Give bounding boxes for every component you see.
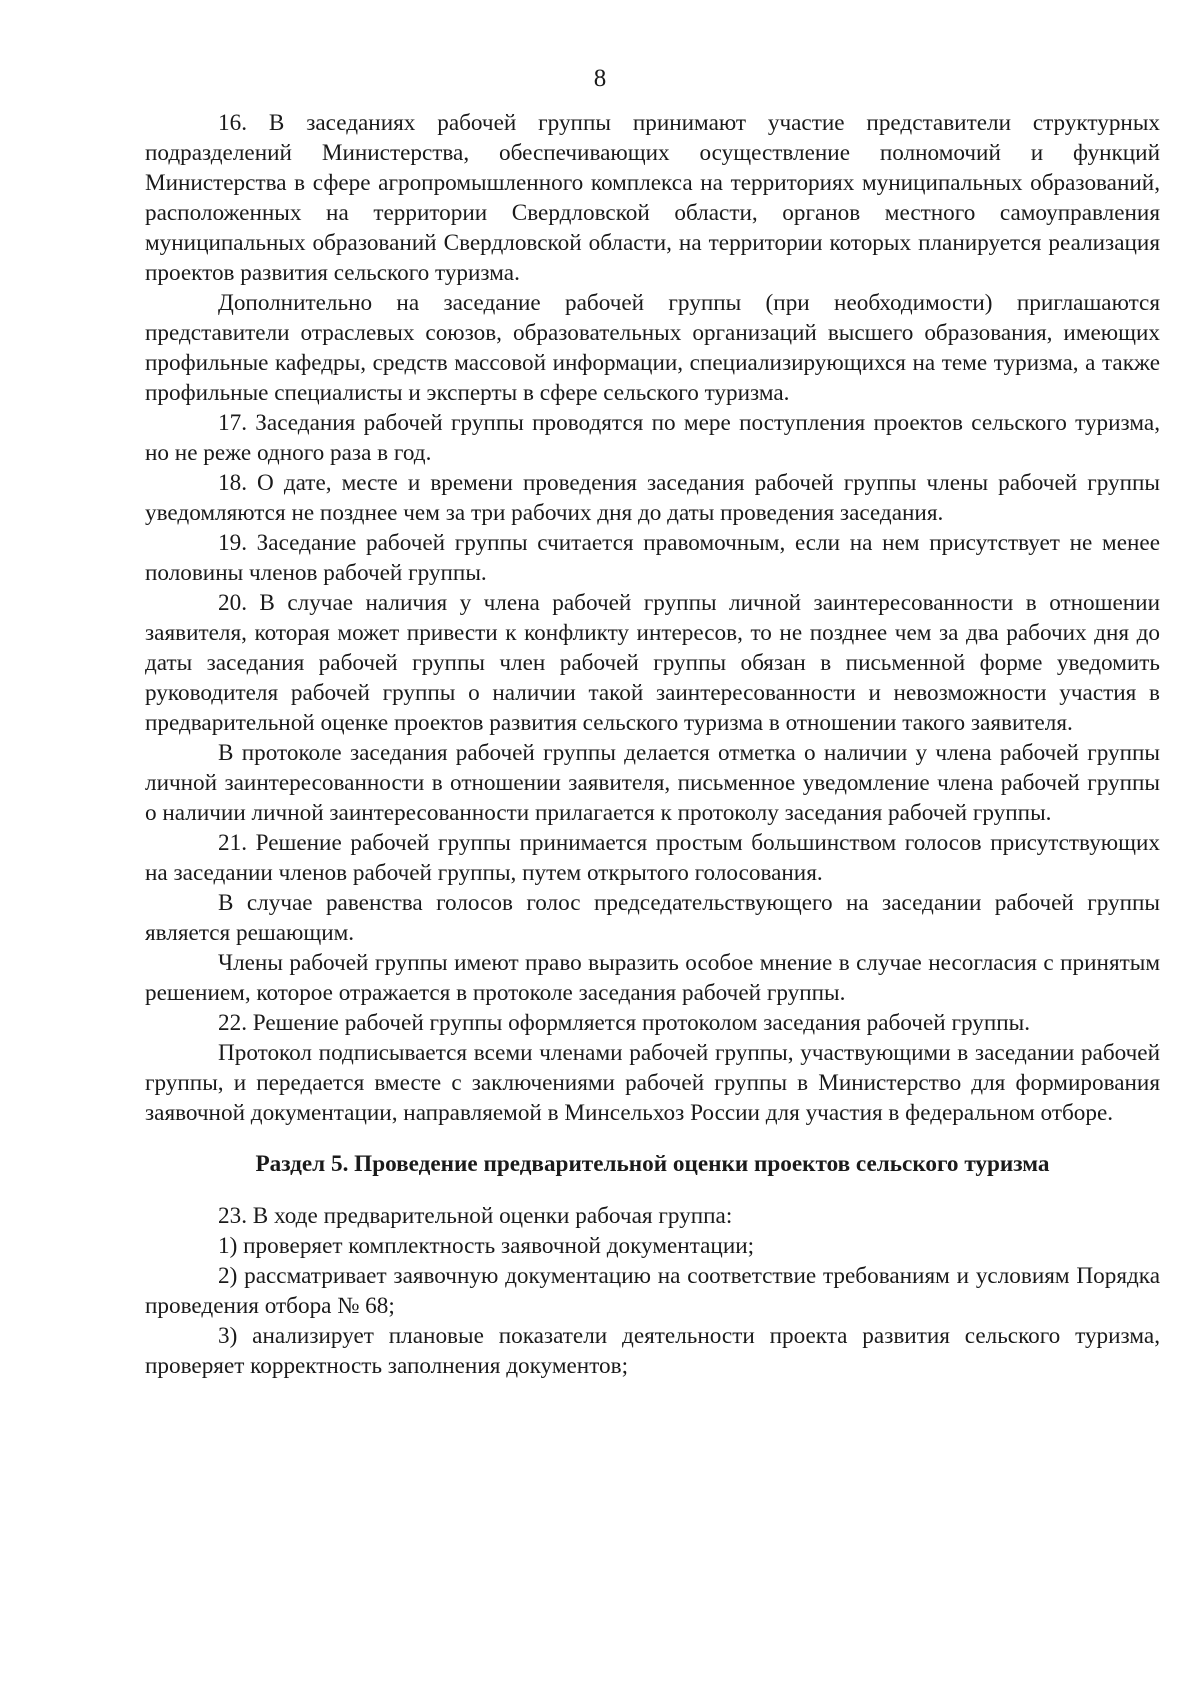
section-heading: Раздел 5. Проведение предварительной оценки проектов сельского туризма	[255, 1151, 1050, 1177]
paragraph-18: 18. О дате, месте и времени проведения заседания рабочей группы члены рабочей группы уведомляются не позднее чем за три рабочих дня до даты проведения заседания.	[145, 470, 1160, 526]
paragraph-19: 19. Заседание рабочей группы считается правомочным, если на нем присутствует не менее половины членов рабочей группы.	[145, 530, 1160, 586]
paragraph-23: 23. В ходе предварительной оценки рабочая группа:	[218, 1203, 733, 1229]
list-item-3: 3) анализирует плановые показатели деятельности проекта развития сельского туризма, проверяет корректность заполнения документов;	[145, 1323, 1160, 1379]
list-item-2: 2) рассматривает заявочную документацию на соответствие требованиям и условиям Порядка проведения отбора № 68;	[145, 1263, 1160, 1319]
paragraph-22: 22. Решение рабочей группы оформляется протоколом заседания рабочей группы.	[218, 1010, 1031, 1036]
paragraph-16: 16. В заседаниях рабочей группы принимают участие представители структурных подразделений Министерства, обеспечивающих осуществление полномочий и функций Министерства в сфере агропромышленного комплекса на территориях муниципальных образований, расположенных на территории Свердловской области, органов местного самоуправления муниципальных образований Свердловской области, на территории которых планируется реализация проектов развития сельского туризма.	[145, 110, 1160, 286]
paragraph-21-tie: В случае равенства голосов голос председательствующего на заседании рабочей группы является решающим.	[145, 890, 1160, 946]
paragraph-16-additional: Дополнительно на заседание рабочей группы (при необходимости) приглашаются представители отраслевых союзов, образовательных организаций высшего образования, имеющих профильные кафедры, средств массовой информации, специализирующихся на теме туризма, а также профильные специалисты и эксперты в сфере сельского туризма.	[145, 290, 1160, 406]
paragraph-22-protocol: Протокол подписывается всеми членами рабочей группы, участвующими в заседании рабочей группы, и передается вместе с заключениями рабочей группы в Министерство для формирования заявочной документации, направляемой в Минсельхоз России для участия в федеральном отборе.	[145, 1040, 1160, 1126]
paragraph-20: 20. В случае наличия у члена рабочей группы личной заинтересованности в отношении заявителя, которая может привести к конфликту интересов, то не позднее чем за два рабочих дня до даты заседания рабочей группы член рабочей группы обязан в письменной форме уведомить руководителя рабочей группы о наличии такой заинтересованности и невозможности участия в предварительной оценке проектов развития сельского туризма в отношении такого заявителя.	[145, 590, 1160, 736]
paragraph-17: 17. Заседания рабочей группы проводятся по мере поступления проектов сельского туризма, но не реже одного раза в год.	[145, 410, 1160, 466]
paragraph-21: 21. Решение рабочей группы принимается простым большинством голосов присутствующих на заседании членов рабочей группы, путем открытого голосования.	[145, 830, 1160, 886]
paragraph-20-protocol: В протоколе заседания рабочей группы делается отметка о наличии у члена рабочей группы личной заинтересованности в отношении заявителя, письменное уведомление члена рабочей группы о наличии личной заинтересованности прилагается к протоколу заседания рабочей группы.	[145, 740, 1160, 826]
page-number: 8	[593, 65, 607, 92]
paragraph-21-opinion: Члены рабочей группы имеют право выразить особое мнение в случае несогласия с принятым решением, которое отражается в протоколе заседания рабочей группы.	[145, 950, 1160, 1006]
document-body	[145, 108, 1160, 1381]
list-item-1: 1) проверяет комплектность заявочной документации;	[218, 1233, 755, 1259]
